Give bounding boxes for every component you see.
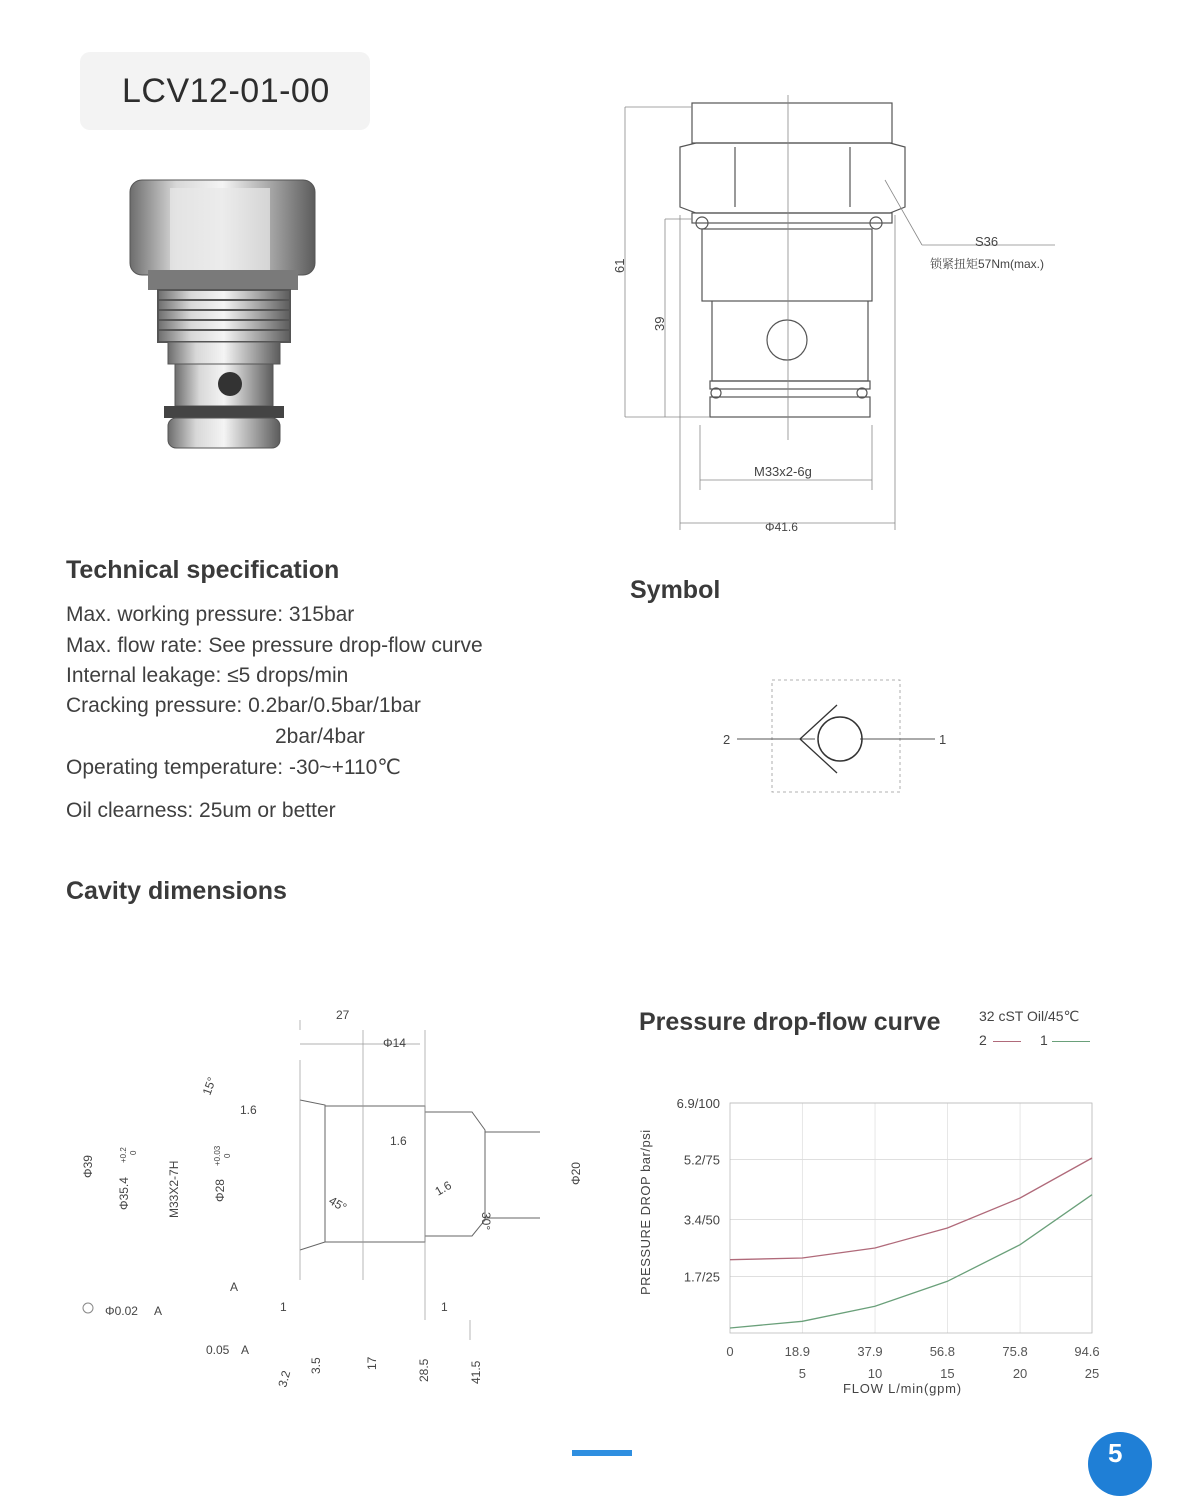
angle-45: 45° xyxy=(326,1193,350,1215)
plot-frame xyxy=(730,1103,1092,1333)
runout-icon xyxy=(83,1303,93,1313)
dim-3-5: 3.5 xyxy=(309,1357,323,1374)
symbol-heading: Symbol xyxy=(630,576,721,604)
y-tick-label: 3.4/50 xyxy=(683,1212,720,1228)
dim-28-5: 28.5 xyxy=(417,1358,431,1382)
spec-temperature: Operating temperature: -30~+110℃ xyxy=(66,756,401,779)
tol-phi28-upper: +0.03 xyxy=(213,1145,222,1166)
spec-max-pressure: Max. working pressure: 315bar xyxy=(66,603,355,626)
dim-phi28: Φ28 xyxy=(213,1179,227,1202)
roughness-1: 1.6 xyxy=(240,1103,257,1117)
series-1-line xyxy=(730,1195,1092,1328)
model-title: LCV12-01-00 xyxy=(122,72,330,110)
tol-phi35-lower: 0 xyxy=(129,1150,138,1155)
cavity-drawing xyxy=(70,1000,610,1400)
x-axis-label: FLOW L/min(gpm) xyxy=(843,1381,962,1396)
pressure-drop-chart xyxy=(630,1085,1110,1405)
valve-technical-drawing xyxy=(600,95,1120,545)
roughness-3: 1.6 xyxy=(432,1178,454,1199)
y-tick-label: 1.7/25 xyxy=(683,1269,720,1285)
dim-39: 39 xyxy=(652,316,667,331)
dim-1-left: 1 xyxy=(280,1300,287,1314)
tol-phi35-upper: +0.2 xyxy=(119,1147,128,1163)
x-tick-label-gpm: 25 xyxy=(1084,1366,1100,1381)
dim-17: 17 xyxy=(365,1356,379,1370)
dim-3-2: 3.2 xyxy=(275,1369,294,1389)
y-tick-label: 6.9/100 xyxy=(676,1096,720,1111)
dim-27: 27 xyxy=(336,1008,350,1022)
dim-phi20: Φ20 xyxy=(569,1162,583,1185)
x-tick-label-lpm: 56.8 xyxy=(929,1344,956,1359)
spec-leakage: Internal leakage: ≤5 drops/min xyxy=(66,664,349,687)
y-axis-label: PRESSURE DROP bar/psi xyxy=(638,1129,653,1295)
perp-datum: A xyxy=(241,1343,250,1357)
torque-note: 锁紧扭矩57Nm(max.) xyxy=(930,257,1045,271)
x-tick-label-lpm: 0 xyxy=(726,1344,734,1359)
dim-thread: M33X2-7H xyxy=(167,1160,181,1218)
angle-30: 30° xyxy=(479,1212,493,1231)
x-tick-label-gpm: 15 xyxy=(940,1366,955,1381)
x-tick-label-lpm: 75.8 xyxy=(1002,1344,1028,1359)
runout-datum: A xyxy=(154,1304,163,1318)
dim-41-5: 41.5 xyxy=(469,1360,483,1384)
spec-max-flow: Max. flow rate: See pressure drop-flow curve xyxy=(66,634,483,657)
perp-tolerance: 0.05 xyxy=(206,1343,230,1357)
x-tick-label-lpm: 37.9 xyxy=(857,1344,883,1359)
dim-61: 61 xyxy=(612,258,627,273)
legend-1-swatch xyxy=(1052,1041,1090,1042)
oil-note: 32 cST Oil/45℃ xyxy=(979,1008,1080,1024)
x-tick-label-gpm: 20 xyxy=(1012,1366,1028,1381)
valve-photo xyxy=(120,170,330,470)
legend-2-label: 2 xyxy=(979,1032,987,1048)
hex-size-label: S36 xyxy=(975,234,999,249)
dim-phi14: Φ14 xyxy=(383,1036,406,1050)
tech-spec-heading: Technical specification xyxy=(66,556,340,584)
check-valve-symbol xyxy=(715,675,960,800)
tol-phi28-lower: 0 xyxy=(223,1153,232,1158)
legend-2-swatch xyxy=(993,1041,1021,1042)
dim-phi39: Φ39 xyxy=(81,1155,95,1178)
chart-series xyxy=(730,1158,1092,1328)
series-2-line xyxy=(730,1158,1092,1260)
x-tick-label-lpm: 94.6 xyxy=(1074,1344,1100,1359)
hex-diameter-label: Φ41.6 xyxy=(765,520,798,534)
chart-grid xyxy=(730,1103,1092,1333)
legend-1-label: 1 xyxy=(1040,1032,1048,1048)
x-tick-label-lpm: 18.9 xyxy=(784,1344,810,1359)
model-title-panel xyxy=(80,52,370,130)
thread-label: M33x2-6g xyxy=(754,464,812,479)
dim-1-right: 1 xyxy=(441,1300,448,1314)
page-number: 5 xyxy=(1108,1438,1123,1468)
roughness-2: 1.6 xyxy=(390,1134,407,1148)
runout-tolerance: Φ0.02 xyxy=(105,1304,138,1318)
y-tick-label: 5.2/75 xyxy=(683,1152,720,1168)
angle-15: 15° xyxy=(199,1075,220,1098)
page-badge xyxy=(1088,1432,1152,1496)
dim-phi35: Φ35.4 xyxy=(117,1177,131,1210)
cavity-heading: Cavity dimensions xyxy=(66,877,287,905)
x-tick-label-gpm: 5 xyxy=(798,1366,806,1381)
chart-axes xyxy=(677,1096,1100,1381)
bottom-bar xyxy=(572,1450,632,1456)
curve-heading: Pressure drop-flow curve xyxy=(639,1008,941,1036)
spec-cracking-pressure-cont: 2bar/4bar xyxy=(275,725,365,748)
spec-cracking-pressure: Cracking pressure: 0.2bar/0.5bar/1bar xyxy=(66,694,421,717)
x-tick-label-gpm: 10 xyxy=(867,1366,883,1381)
port-2-label: 2 xyxy=(723,732,731,747)
port-1-label: 1 xyxy=(939,732,947,747)
spec-oil-clearness: Oil clearness: 25um or better xyxy=(66,799,336,822)
datum-a: A xyxy=(230,1280,239,1294)
